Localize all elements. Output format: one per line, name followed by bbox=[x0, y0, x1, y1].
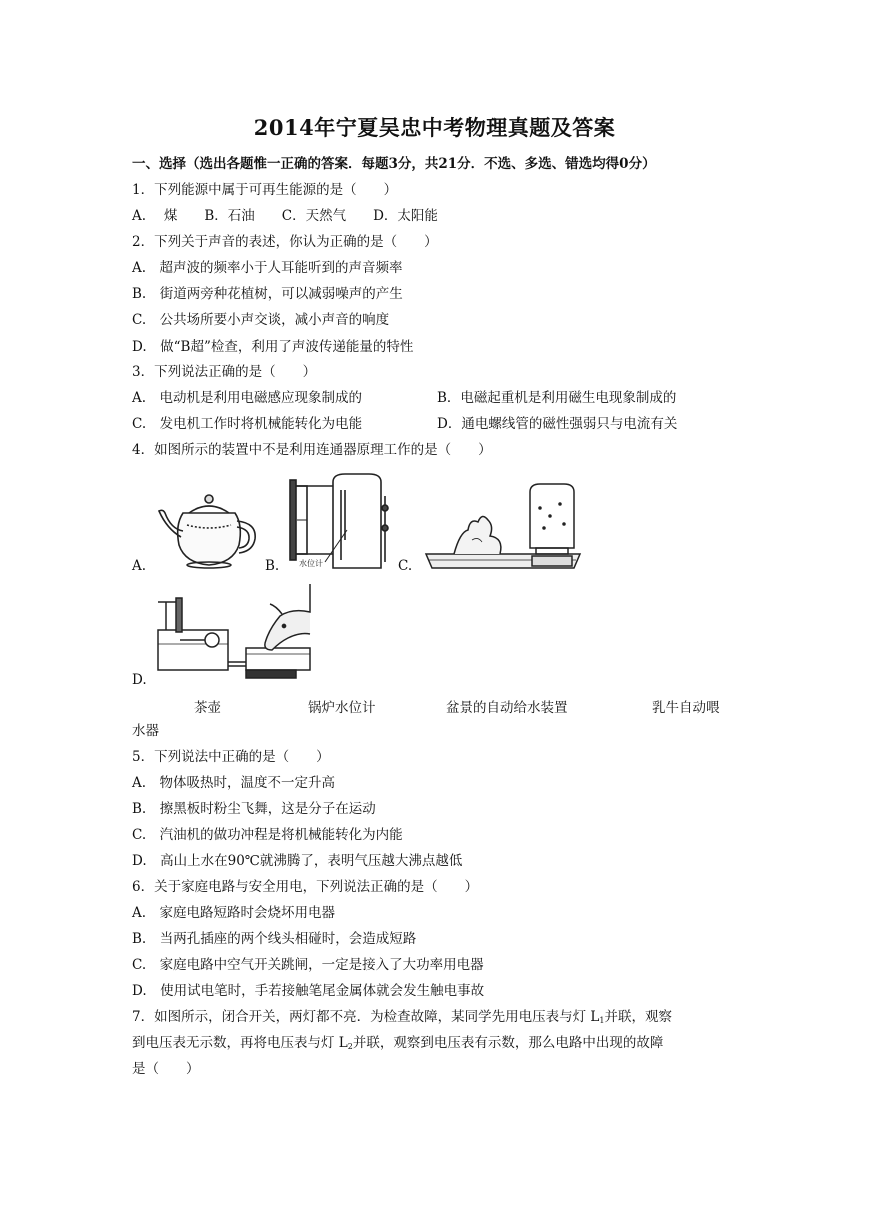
q2-option-d: D. 做“B超”检查，利用了声波传递能量的特性 bbox=[132, 339, 414, 355]
section-header: 一、选择（选出各题惟一正确的答案．每题3分，共21分．不选、多选、错选均得0分） bbox=[132, 156, 656, 172]
q4-caption-d: 乳牛自动喂 bbox=[652, 700, 720, 716]
q7-sub-2: 2 bbox=[347, 1042, 353, 1051]
q3-option-d: D．通电螺线管的磁性强弱只与电流有关 bbox=[437, 416, 678, 432]
q1-options: A. 煤 B．石油 C．天然气 D．太阳能 bbox=[132, 208, 438, 224]
q7-line-2 bbox=[132, 1034, 663, 1056]
q4-caption-b: 锅炉水位计 bbox=[308, 700, 376, 716]
q2-option-b: B. 街道两旁种花植树，可以减弱噪声的产生 bbox=[132, 286, 403, 302]
q1-stem: 1．下列能源中属于可再生能源的是（ ） bbox=[132, 182, 398, 198]
q2-stem: 2．下列关于声音的表述，你认为正确的是（ ） bbox=[132, 234, 438, 250]
q4-letter-b: B. bbox=[265, 558, 280, 574]
q3-option-c: C. 发电机工作时将机械能转化为电能 bbox=[132, 416, 363, 432]
q5-option-a: A. 物体吸热时，温度不一定升高 bbox=[132, 775, 336, 791]
q6-option-d: D. 使用试电笔时，手若接触笔尾金属体就会发生触电事故 bbox=[132, 983, 485, 999]
q6-stem: 6．关于家庭电路与安全用电，下列说法正确的是（ ） bbox=[132, 879, 479, 895]
q7-line-2-b: 并联，观察到电压表有示数，那么电路中出现的故障 bbox=[352, 1035, 664, 1051]
q4-stem: 4．如图所示的装置中不是利用连通器原理工作的是（ ） bbox=[132, 442, 492, 458]
q7-line-3: 是（ ） bbox=[132, 1061, 200, 1077]
q4-letter-d: D. bbox=[132, 672, 147, 688]
cow-feeder-figure bbox=[152, 582, 312, 686]
boiler-gauge-label: 水位计 bbox=[299, 559, 323, 568]
teapot-figure bbox=[153, 485, 261, 571]
page-title: 2014年宁夏吴忠中考物理真题及答案 bbox=[253, 115, 616, 140]
q2-option-a: A. 超声波的频率小于人耳能听到的声音频率 bbox=[132, 260, 403, 276]
q4-caption-d-cont: 水器 bbox=[132, 723, 159, 739]
q6-option-b: B. 当两孔插座的两个线头相碰时，会造成短路 bbox=[132, 931, 417, 947]
q7-line-2-a: 到电压表无示数，再将电压表与灯 L bbox=[132, 1035, 348, 1051]
potted-landscape-figure bbox=[424, 482, 584, 574]
q3-option-b: B．电磁起重机是利用磁生电现象制成的 bbox=[437, 390, 677, 406]
q7-line-1-a: 7．如图所示，闭合开关，两灯都不亮．为检查故障，某同学先用电压表与灯 L bbox=[132, 1009, 600, 1025]
q7-line-1 bbox=[132, 1008, 672, 1030]
q7-line-1-b: 并联，观察 bbox=[604, 1009, 672, 1025]
q5-stem: 5．下列说法中正确的是（ ） bbox=[132, 749, 330, 765]
q4-letter-c: C. bbox=[398, 558, 413, 574]
q4-caption-a: 茶壶 bbox=[194, 700, 221, 716]
q5-option-b: B. 擦黑板时粉尘飞舞，这是分子在运动 bbox=[132, 801, 376, 817]
q6-option-a: A. 家庭电路短路时会烧坏用电器 bbox=[132, 905, 336, 921]
q5-option-d: D. 高山上水在90℃就沸腾了，表明气压越大沸点越低 bbox=[132, 853, 463, 869]
q4-letter-a: A. bbox=[132, 558, 147, 574]
q6-option-c: C. 家庭电路中空气开关跳闸，一定是接入了大功率用电器 bbox=[132, 957, 484, 973]
q4-caption-c: 盆景的自动给水装置 bbox=[446, 700, 568, 716]
q3-stem: 3．下列说法正确的是（ ） bbox=[132, 364, 317, 380]
boiler-gauge-figure bbox=[285, 470, 397, 574]
q7-sub-1: 1 bbox=[599, 1016, 605, 1025]
q3-option-a: A. 电动机是利用电磁感应现象制成的 bbox=[132, 390, 363, 406]
q2-option-c: C. 公共场所要小声交谈，减小声音的响度 bbox=[132, 312, 390, 328]
q5-option-c: C. 汽油机的做功冲程是将机械能转化为内能 bbox=[132, 827, 403, 843]
